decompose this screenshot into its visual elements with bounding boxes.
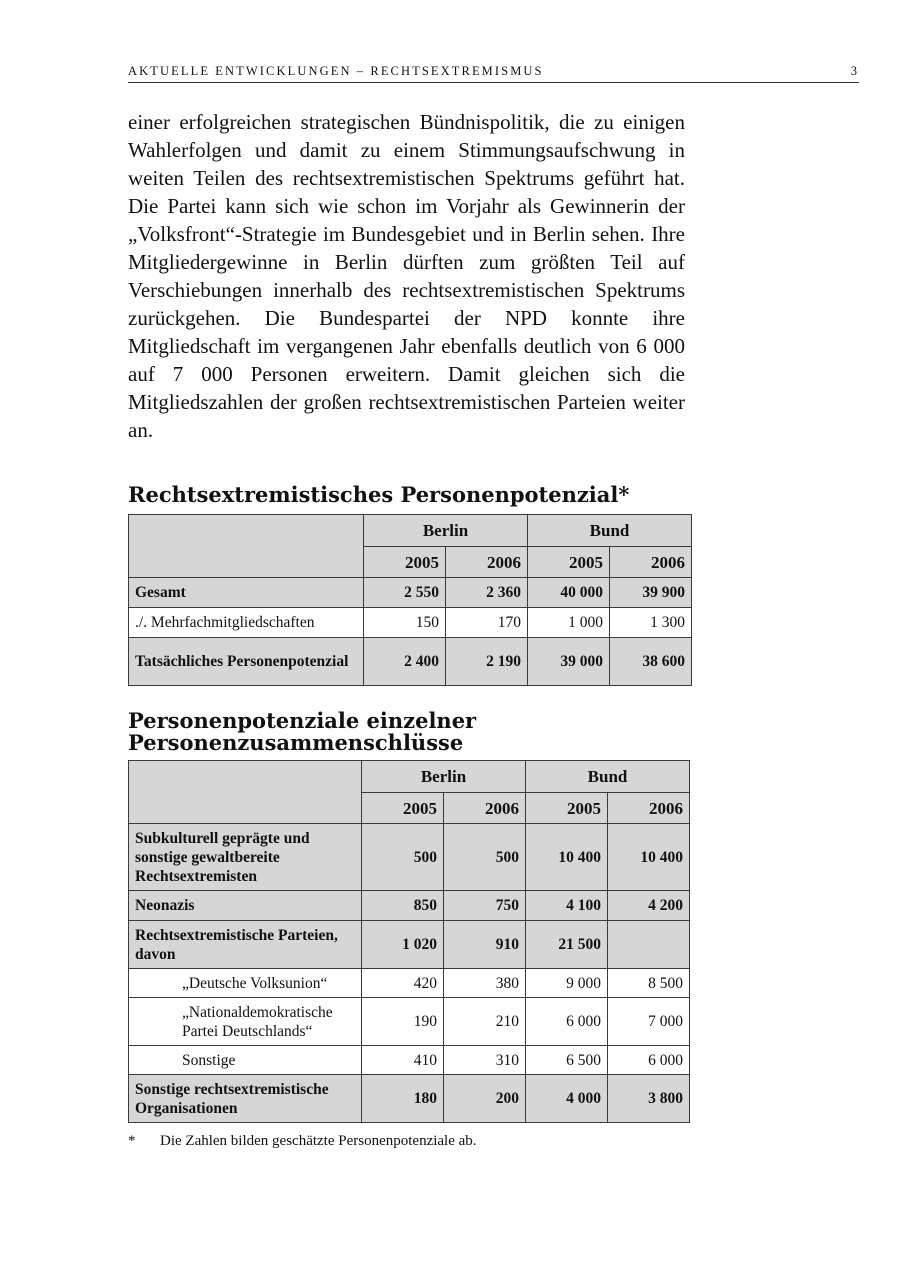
year-header: 2006 [608,793,690,824]
row-label: Tatsächliches Personenpotenzial [129,638,364,686]
cell-value: 6 000 [608,1046,690,1075]
row-label: Sonstige rechtsextremistische Organisationen [129,1075,362,1123]
cell-value: 9 000 [526,969,608,998]
table-row [129,921,690,969]
footnote-text: Die Zahlen bilden geschätzte Personenpotenziale ab. [160,1133,477,1149]
cell-value: 39 000 [528,638,610,686]
group-header-berlin: Berlin [362,761,526,793]
table-row [129,638,692,686]
cell-value: 38 600 [610,638,692,686]
running-title: AKTUELLE ENTWICKLUNGEN – RECHTSEXTREMISMUS [128,64,544,78]
cell-value: 310 [444,1046,526,1075]
footnote-mark: * [128,1133,136,1149]
table-row [129,1046,690,1075]
personenpotenzial-table [128,514,692,686]
group-header-berlin: Berlin [364,515,528,547]
cell-value: 8 500 [608,969,690,998]
cell-value: 21 500 [526,921,608,969]
cell-value: 500 [362,824,444,891]
cell-value: 210 [444,998,526,1046]
page-number: 3 [850,64,857,78]
year-header: 2006 [444,793,526,824]
table-header-row [129,761,690,793]
header-corner [129,515,364,578]
cell-value [608,921,690,969]
row-label: Sonstige [129,1046,362,1075]
cell-value: 150 [364,608,446,638]
cell-value: 170 [446,608,528,638]
group-header-bund: Bund [528,515,692,547]
body-paragraph: einer erfolgreichen strategischen Bündnispolitik, die zu einigen Wahlerfolgen und damit zu einem Stimmungsaufschwung in weiten Teilen des rechtsextremistischen Spektrums geführt hat. Die Partei kann sich wie schon im Vorjahr als Gewinnerin der „Volksfront“-Strategie im Bundesgebiet und in Berlin sehen. Ihre Mitgliedergewinne in Berlin dürften zum größten Teil auf Verschiebungen innerhalb des rechtsextremistischen Spektrums zurückgehen. Die Bundespartei der NPD konnte ihre Mitgliedschaft im vergangenen Jahr ebenfalls deutlich von 6 000 auf 7 000 Personen erweitern. Damit gleichen sich die Mitgliedszahlen der großen rechtsextremistischen Parteien weiter an. [128,110,685,442]
cell-value: 410 [362,1046,444,1075]
cell-value: 1 300 [610,608,692,638]
cell-value: 420 [362,969,444,998]
row-label: Neonazis [129,891,362,921]
table-row [129,998,690,1046]
table-row [129,969,690,998]
cell-value: 2 190 [446,638,528,686]
cell-value: 6 500 [526,1046,608,1075]
row-label: Rechtsextremistische Parteien, davon [129,921,362,969]
row-label: Subkulturell geprägte und sonstige gewaltbereite Rechtsextremisten [129,824,362,891]
cell-value: 500 [444,824,526,891]
cell-value: 2 400 [364,638,446,686]
cell-value: 10 400 [526,824,608,891]
cell-value: 4 100 [526,891,608,921]
year-header: 2006 [610,547,692,578]
row-label: Gesamt [129,578,364,608]
cell-value: 4 000 [526,1075,608,1123]
table-header-row [129,515,692,547]
cell-value: 200 [444,1075,526,1123]
cell-value: 190 [362,998,444,1046]
table-row [129,608,692,638]
group-header-bund: Bund [526,761,690,793]
year-header: 2005 [364,547,446,578]
cell-value: 2 360 [446,578,528,608]
cell-value: 3 800 [608,1075,690,1123]
table-row [129,578,692,608]
table-row [129,824,690,891]
year-header: 2005 [526,793,608,824]
cell-value: 850 [362,891,444,921]
personenzusammenschluesse-table [128,760,690,1123]
cell-value: 10 400 [608,824,690,891]
cell-value: 380 [444,969,526,998]
year-header: 2006 [446,547,528,578]
page-header [128,60,859,83]
cell-value: 6 000 [526,998,608,1046]
cell-value: 910 [444,921,526,969]
cell-value: 7 000 [608,998,690,1046]
table1-title: Rechtsextremistisches Personenpotenzial* [128,482,630,507]
cell-value: 39 900 [610,578,692,608]
table2-title: Personenpotenziale einzelner Personenzusammenschlüsse [128,708,477,755]
cell-value: 180 [362,1075,444,1123]
cell-value: 2 550 [364,578,446,608]
table-row [129,1075,690,1123]
row-label: „Nationaldemokratische Partei Deutschlands“ [129,998,362,1046]
cell-value: 40 000 [528,578,610,608]
cell-value: 1 020 [362,921,444,969]
year-header: 2005 [362,793,444,824]
header-corner [129,761,362,824]
row-label: „Deutsche Volksunion“ [129,969,362,998]
cell-value: 750 [444,891,526,921]
table-row [129,891,690,921]
cell-value: 1 000 [528,608,610,638]
year-header: 2005 [528,547,610,578]
row-label: ./. Mehrfachmitgliedschaften [129,608,364,638]
cell-value: 4 200 [608,891,690,921]
